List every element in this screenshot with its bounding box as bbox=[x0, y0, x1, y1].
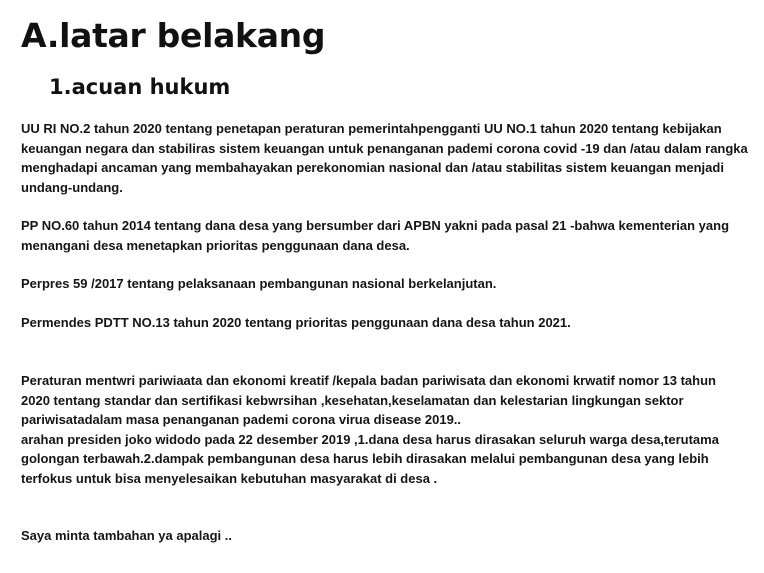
paragraph-permendes-pdtt bbox=[21, 313, 751, 333]
paragraph-line: keuangan negara dan stabiliras sistem keuangan untuk penanganan pademi corona covid -19 dan /atau dalam rangka bbox=[21, 140, 748, 156]
section-heading: 1.acuan hukum bbox=[49, 75, 231, 99]
paragraph-closing-note bbox=[21, 526, 751, 546]
paragraph-line: PP NO.60 tahun 2014 tentang dana desa yang bersumber dari APBN yakni pada pasal 21 -bahwa kementerian yang bbox=[21, 218, 730, 233]
paragraph-line: Permendes PDTT NO.13 tahun 2020 tentang prioritas penggunaan dana desa tahun 2021. bbox=[21, 315, 571, 330]
document-title: A.latar belakang bbox=[21, 16, 326, 55]
paragraph-line: Perpres 59 /2017 tentang pelaksanaan pembangunan nasional berkelanjutan. bbox=[21, 276, 497, 291]
paragraph-line: pariwisatadalam masa penanganan pademi corona virua disease 2019.. bbox=[21, 412, 462, 427]
paragraph-line: golongan terbawah.2.dampak pembangunan desa harus lebih dirasakan melalui pembangunan desa yang lebih bbox=[21, 451, 709, 466]
paragraph-uu-ri-no2 bbox=[21, 119, 751, 197]
paragraph-line: terfokus untuk bisa menyelesaikan kebutuhan masyarakat di desa . bbox=[21, 470, 438, 486]
paragraph-line: Saya minta tambahan ya apalagi .. bbox=[21, 528, 232, 543]
paragraph-peraturan-menteri bbox=[21, 371, 751, 488]
paragraph-pp-no60 bbox=[21, 216, 751, 255]
paragraph-line: UU RI NO.2 tahun 2020 tentang penetapan peraturan pemerintahpengganti UU NO.1 tahun 2020 tentang kebijakan bbox=[21, 121, 722, 136]
paragraph-line: 2020 tentang standar dan sertifikasi kebwrsihan ,kesehatan,keselamatan dan kelestarian lingkungan sektor bbox=[21, 392, 684, 408]
paragraph-perpres-59 bbox=[21, 274, 751, 294]
paragraph-line: arahan presiden joko widodo pada 22 desember 2019 ,1.dana desa harus dirasakan seluruh warga desa,terutama bbox=[21, 431, 719, 447]
paragraph-line: undang-undang. bbox=[21, 179, 123, 195]
paragraph-line: Peraturan mentwri pariwiaata dan ekonomi kreatif /kepala badan pariwisata dan ekonomi krwatif nomor 13 tahun bbox=[21, 373, 716, 388]
paragraph-line: menangani desa menetapkan prioritas penggunaan dana desa. bbox=[21, 237, 410, 253]
paragraph-line: menghadapi ancaman yang membahayakan perekonomian nasional dan /atau stabilitas sistem keuangan menjadi bbox=[21, 160, 724, 175]
